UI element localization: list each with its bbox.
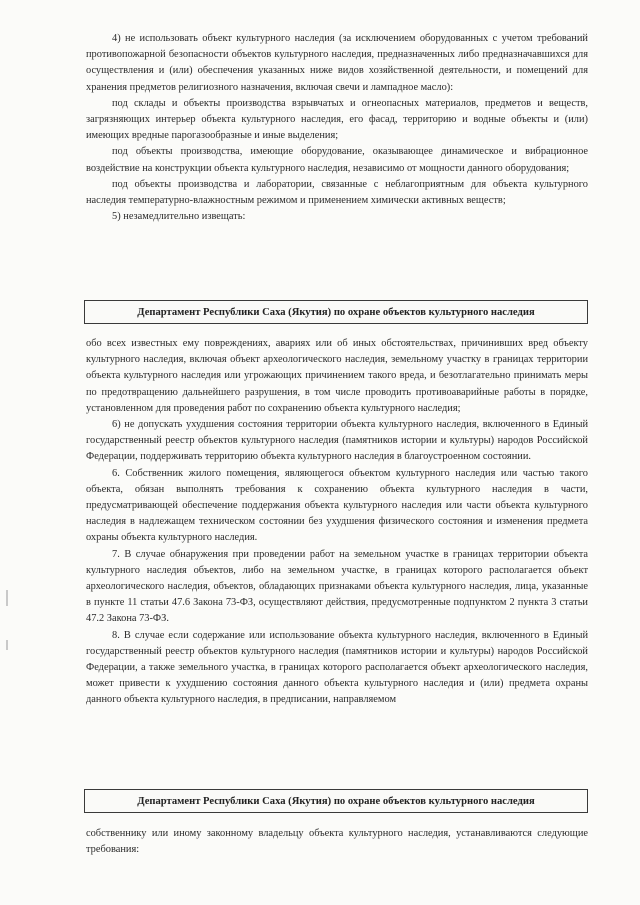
paragraph-item-5: 5) незамедлительно извещать: [112,211,246,223]
paragraph-item-4: 4) не использовать объект культурного наследия (за исключением оборудованных с учетом требований противопожарной безопасности объектов культурного наследия, предназначенных либо предназначавшихся для осуществления и (или) обеспечения указанных ниже видов хозяйственной деятельности, и помещений для хранения предметов религиозного назначения, включая свечи и лампадное масло): [86,33,588,93]
paragraph-continuation: собственнику или иному законному владельцу объекта культурного наследия, устанавливаются следующие требования: [86,828,588,856]
paragraph-point-7: 7. В случае обнаружения при проведении работ на земельном участке в границах территории объекта культурного наследия объектов, либо на земельном участке, в границах которого располагается объект археологического наследия, объектов, обладающих признаками объекта культурного наследия, лица, указанные в пункте 11 статьи 47.6 Закона 73-ФЗ, осуществляют действия, предусмотренные подпунктом 2 пункта 3 статьи 47.2 Закона 73-ФЗ. [86,548,588,625]
department-stamp-text: Департамент Республики Саха (Якутия) по охране объектов культурного наследия [137,306,535,318]
paragraph-laboratories: под объекты производства и лаборатории, связанные с неблагоприятным для объекта культурного наследия температурно-влажностным режимом и применением химически активных веществ; [86,178,588,207]
scan-margin-mark [6,590,8,606]
text-block-1 [86,31,588,225]
text-block-2 [86,336,588,709]
paragraph-item-6: 6) не допускать ухудшения состояния территории объекта культурного наследия, включенного в Единый государственный реестр объектов культурного наследия (памятников истории и культуры) народов Российской Федерации, поддерживать территорию объекта культурного наследия в благоустроенном состоянии. [86,419,588,463]
department-stamp [84,300,588,324]
paragraph-vibration: под объекты производства, имеющие оборудование, оказывающее динамическое и вибрационное воздействие на конструкции объекта культурного наследия, независимо от мощности данного оборудования; [86,146,588,174]
scan-margin-mark [6,640,8,650]
paragraph-damage-report: обо всех известных ему повреждениях, авариях или об иных обстоятельствах, причинивших вред объекту культурного наследия, включая объект археологического наследия, земельному участку в границах территории объекта культурного наследия или угрожающих причинением такого вреда, и безотлагательно принимать меры по предотвращению дальнейшего разрушения, в том числе проводить противоаварийные работы в порядке, установленном для проведения работ по сохранению объекта культурного наследия; [86,338,588,414]
department-stamp-text: Департамент Республики Саха (Якутия) по охране объектов культурного наследия [137,795,535,807]
paragraph-point-8: 8. В случае если содержание или использование объекта культурного наследия, включенного в Единый государственный реестр объектов культурного наследия (памятников истории и культуры) народов Российской Федерации, а также земельного участка, в границах которого располагается объект археологического наследия, может привести к ухудшению состояния данного объекта культурного наследия и (или) предмета охраны данного объекта культурного наследия, в предписании, направляемом [86,629,588,706]
paragraph-point-6: 6. Собственник жилого помещения, являющегося объектом культурного наследия или частью такого объекта, обязан выполнять требования к сохранению объекта культурного наследия в части, предусматривающей обеспечение поддержания объекта культурного наследия или части объекта культурного наследия в надлежащем техническом состоянии без ухудшения физического состояния и изменения предмета охраны объекта культурного наследия. [86,467,588,544]
paragraph-warehouses: под склады и объекты производства взрывчатых и огнеопасных материалов, предметов и веществ, загрязняющих интерьер объекта культурного наследия, его фасад, территорию и водные объекты и (или) имеющих вредные парогазообразные и иные выделения; [86,97,588,142]
text-block-3 [86,826,588,858]
department-stamp-bottom [84,789,588,813]
